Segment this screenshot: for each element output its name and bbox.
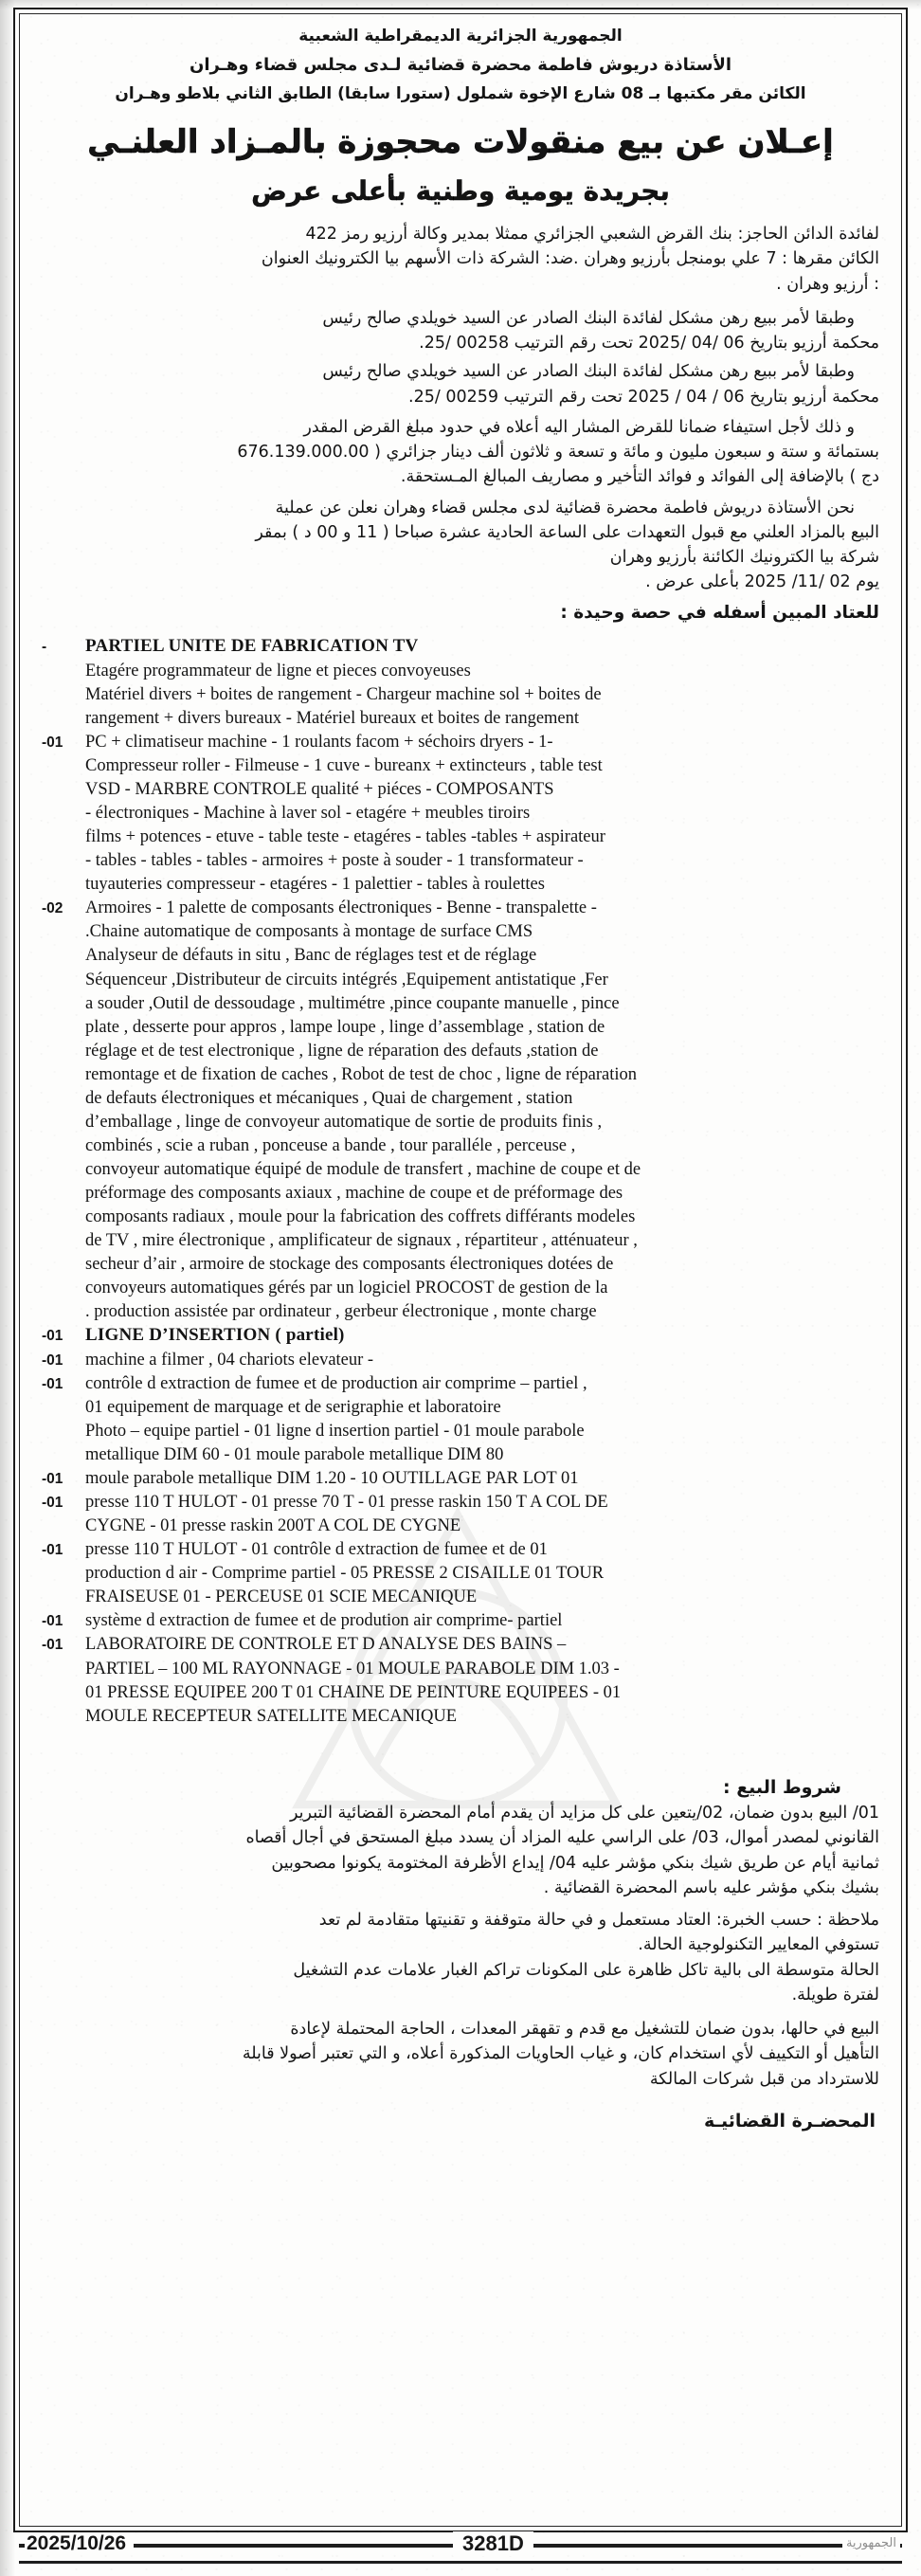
order-1-line-1: وطبقا لأمر ببيع رهن مشكل لفائدة البنك الصادر عن السيد خويلدي صالح رئيس	[322, 308, 855, 328]
inventory-row-text: presse 110 T HULOT - 01 presse 70 T - 01 presse raskin 150 T A COL DE	[85, 1493, 608, 1513]
inventory-row-marker	[42, 1443, 85, 1446]
inventory-row-marker	[42, 873, 85, 876]
inventory-row-text: .Chaine automatique de composants à montage de surface CMS	[85, 922, 533, 942]
inventory-row	[42, 1040, 879, 1062]
inventory-row-text: système d extraction de fumee et de prodution air comprime- partiel	[85, 1611, 563, 1631]
disclaimer-line: التأهيل أو التكييف لأي استخدام كان، و غياب الحاويات المذكورة أعلاه، و التي تعتبر أصولا قابلة	[242, 2044, 879, 2064]
inventory-row-marker	[42, 754, 85, 757]
inventory-row-text: PC + climatiseur machine - 1 roulants facom + séchoirs dryers - 1-	[85, 733, 553, 753]
inventory-row-text: de TV , mire électronique , amplificateur de signaux , répartiteur , atténuateur ,	[85, 1231, 638, 1251]
inventory-row-marker: -01	[42, 1328, 63, 1345]
inventory-row-marker	[42, 1182, 85, 1185]
court-order-1	[42, 306, 879, 356]
newspaper-watermark: الجمهورية	[842, 2536, 900, 2550]
inventory-row-marker	[42, 1562, 85, 1565]
inventory-row	[42, 1609, 879, 1632]
lot-heading: للعتاد المبين أسفله في حصة وحيدة :	[560, 602, 879, 623]
page-title	[42, 119, 879, 210]
inventory-row	[42, 920, 879, 943]
inventory-row	[42, 1349, 879, 1371]
inventory-row-marker	[42, 1396, 85, 1399]
order-2-line-2: محكمة أرزيو بتاريخ 06 / 04 / 2025 تحت رقم الترتيب 00259 /25.	[407, 387, 879, 407]
remark-line: لفترة طويلة.	[791, 1985, 879, 2005]
remark-line: تستوفي المعايير التكنولوجية الحالة.	[638, 1935, 879, 1955]
publication-date: 2025/10/26	[25, 2532, 134, 2555]
inventory-row-marker	[42, 1040, 85, 1043]
page-footer	[19, 2527, 902, 2568]
inventory-row-text: machine a filmer , 04 chariots elevateur -	[85, 1350, 374, 1370]
inventory-row	[42, 1253, 879, 1276]
sale-conditions-block	[42, 1775, 879, 1900]
inventory-row	[42, 1158, 879, 1181]
inventory-row	[42, 1063, 879, 1086]
inventory-row-marker	[42, 969, 85, 971]
inventory-row-marker: -01	[42, 1613, 63, 1630]
inventory-row-text: rangement + divers bureaux - Matériel bureaux et boites de rangement	[85, 709, 580, 729]
inventory-row-marker	[42, 1515, 85, 1517]
title-line-1: إعـلان عن بيع منقولات محجوزة بالمـزاد العلنـي	[87, 122, 834, 161]
inventory-row-text: . production assistée par ordinateur , gerbeur électronique , monte charge	[85, 1302, 597, 1322]
inventory-row-marker	[42, 1134, 85, 1137]
inventory-row	[42, 873, 879, 896]
notice-reference-number: 3281D	[453, 2531, 533, 2556]
inventory-row-text: de defauts électroniques et mécaniques , Quai de chargement , station	[85, 1088, 573, 1108]
disclaimer-line: للاسترداد من قبل شركات المالكة	[649, 2069, 879, 2089]
inventory-row-text: FRAISEUSE 01 - PERCEUSE 01 SCIE MECANIQUE	[85, 1587, 478, 1607]
announcement-block	[42, 496, 879, 626]
inventory-row-text: films + potences - etuve - table teste - etagéres - tables -tables + aspirateur	[85, 827, 605, 847]
inventory-row-marker: -01	[42, 1375, 63, 1392]
inventory-row-marker	[42, 920, 85, 923]
inventory-row-marker	[42, 849, 85, 852]
sale-condition-line: ثمانية أيام عن طريق شيك بنكي مؤشر عليه 04/ إيداع الأظرفة المختومة يكونوا مصحوبين	[271, 1853, 879, 1873]
inventory-row	[42, 1206, 879, 1228]
announcement-line-2: البيع بالمزاد العلني مع قبول التعهدات على الساعة الحادية عشرة صباحا ( 11 و 00 د ) بمقر	[255, 522, 879, 542]
inventory-row	[42, 1633, 879, 1656]
inventory-row-marker	[42, 1158, 85, 1161]
inventory-row-marker: -02	[42, 900, 63, 917]
inventory-row-text: VSD - MARBRE CONTROLE qualité + piéces - COMPOSANTS	[85, 780, 554, 800]
inventory-row-marker: -01	[42, 1542, 63, 1559]
inventory-row-text: LABORATOIRE DE CONTROLE ET D ANALYSE DES BAINS –	[85, 1635, 567, 1655]
republic-line: الجمهورية الجزائرية الديمقراطية الشعبية	[298, 27, 623, 45]
inventory-row-marker	[42, 683, 85, 686]
inventory-row	[42, 683, 879, 706]
footer-rule-thin	[19, 2561, 902, 2564]
inventory-row-text: LIGNE D’INSERTION ( partiel)	[85, 1325, 345, 1346]
inventory-row-text: - tables - tables - tables - armoires + poste à souder - 1 transformateur -	[85, 851, 584, 871]
document-header	[42, 25, 879, 106]
loan-amount-block	[42, 415, 879, 490]
inventory-row-text: - électroniques - Machine à laver sol - etagére + meubles tiroirs	[85, 804, 531, 824]
inventory-row-text: plate , desserte pour appros , lampe loupe , linge d’assemblage , station de	[85, 1017, 605, 1037]
inventory-row-text: PARTIEL UNITE DE FABRICATION TV	[85, 636, 419, 657]
inventory-row-text: tuyauteries compresseur - etagéres - 1 palettier - tables à roulettes	[85, 875, 545, 895]
creditor-line-2: الكائن مقرها : 7 علي بومنجل بأرزيو وهران .ضد: الشركة ذات الأسهم بيا الكترونيك العنوان	[261, 249, 879, 269]
inventory-row-text: préformage des composants axiaux , machine de coupe et de préformage des	[85, 1183, 623, 1203]
creditor-line-3: : أرزيو وهران .	[776, 274, 879, 294]
sale-conditions-title: شروط البيع :	[722, 1776, 841, 1798]
inventory-row-text: PARTIEL – 100 ML RAYONNAGE - 01 MOULE PARABOLE DIM 1.03 -	[85, 1659, 620, 1678]
inventory-row-text: 01 PRESSE EQUIPEE 200 T 01 CHAINE DE PEINTURE EQUIPEES - 01	[85, 1682, 622, 1702]
inventory-row	[42, 1324, 879, 1348]
inventory-row-marker	[42, 1229, 85, 1232]
title-line-2: بجريدة يومية وطنية بأعلى عرض	[251, 174, 670, 207]
parties-block	[42, 222, 879, 297]
inventory-row	[42, 1658, 879, 1680]
inventory-row-text: convoyeur automatique équipé de module de transfert , machine de coupe et de	[85, 1159, 641, 1179]
inventory-row-text: metallique DIM 60 - 01 moule parabole metallique DIM 80	[85, 1445, 504, 1465]
inventory-row	[42, 1016, 879, 1039]
inventory-row	[42, 707, 879, 730]
inventory-row-marker	[42, 1658, 85, 1660]
amount-line-1: و ذلك لأجل استيفاء ضمانا للقرض المشار اليه أعلاه في حدود مبلغ القرض المقدر	[303, 417, 855, 437]
inventory-row	[42, 1300, 879, 1323]
inventory-row-marker: -01	[42, 1351, 63, 1369]
remark-lines	[42, 1908, 879, 2007]
inventory-row	[42, 754, 879, 777]
inventory-row-marker	[42, 1300, 85, 1303]
officer-line: الأستاذة دريوش فاطمة محضرة قضائية لـدى مجلس قضاء وهـران	[189, 55, 732, 76]
inventory-row	[42, 1372, 879, 1395]
inventory-row	[42, 1111, 879, 1134]
inventory-row-text: d’emballage , linge de convoyeur automatique de sortie de produits finis ,	[85, 1112, 603, 1132]
inventory-row-marker	[42, 707, 85, 710]
inventory-row	[42, 802, 879, 825]
inventory-row	[42, 1134, 879, 1157]
inventory-row-text: secheur d’air , armoire de stockage des composants électroniques dotées de	[85, 1255, 614, 1275]
inventory-row-marker: -01	[42, 735, 63, 752]
inventory-row-text: Analyseur de défauts in situ , Banc de réglages test et de réglage	[85, 946, 537, 966]
inventory-row-marker	[42, 825, 85, 828]
inventory-row-marker	[42, 1111, 85, 1114]
signature-line: المحضـرة القضائيـة	[703, 2110, 876, 2132]
inventory-row-marker	[42, 992, 85, 995]
inventory-row	[42, 660, 879, 682]
remark-block	[42, 1908, 879, 2007]
sale-condition-line: القانوني لمصدر أموال، 03/ على الراسي عليه المزاد أن يسدد مبلغ المستحق في أجال أقصاه	[245, 1828, 879, 1848]
court-order-2	[42, 359, 879, 409]
inventory-row	[42, 1586, 879, 1608]
remark-line: ملاحظة : حسب الخبرة: العتاد مستعمل و في حالة متوقفة و تقنيتها متقادمة لم تعد	[318, 1911, 879, 1931]
inventory-row	[42, 1467, 879, 1490]
inventory-row-marker	[42, 944, 85, 947]
announcement-date-line: يوم 02 /11/ 2025 بأعلى عرض .	[645, 572, 879, 592]
inventory-row-text: presse 110 T HULOT - 01 contrôle d extraction de fumee et de 01	[85, 1540, 548, 1560]
inventory-row-text: Armoires - 1 palette de composants électroniques - Benne - transpalette -	[85, 898, 597, 918]
creditor-line-1: لفائدة الدائن الحاجز: بنك القرض الشعبي الجزائري ممثلا بمدير وكالة أرزيو رمز 422	[305, 225, 879, 245]
disclaimer-lines	[42, 2017, 879, 2092]
inventory-row-marker	[42, 1087, 85, 1090]
inventory-row-marker	[42, 660, 85, 662]
inventory-row	[42, 1182, 879, 1205]
inventory-row	[42, 1396, 879, 1419]
disclaimer-block	[42, 2017, 879, 2092]
inventory-row-text: moule parabole metallique DIM 1.20 - 10 OUTILLAGE PAR LOT 01	[85, 1469, 579, 1489]
inventory-row	[42, 1491, 879, 1514]
amount-line-3: دج ) بالإضافة إلى الفوائد و فوائد التأخير و مصاريف المبالغ المـستحقة.	[400, 467, 879, 487]
inventory-row-text: composants radiaux , moule pour la fabrication des coffrets différants modeles	[85, 1207, 636, 1226]
inventory-row-marker	[42, 1206, 85, 1208]
equipment-inventory-list	[42, 635, 879, 1727]
inventory-row-marker	[42, 778, 85, 781]
inventory-row-marker: -	[42, 639, 47, 656]
sale-condition-line: بشيك بنكي مؤشر عليه باسم المحضرة القضائية .	[543, 1878, 879, 1897]
inventory-row	[42, 635, 879, 659]
inventory-row	[42, 992, 879, 1015]
inventory-row	[42, 1538, 879, 1561]
inventory-row-marker	[42, 1681, 85, 1684]
inventory-row-text: Compresseur roller - Filmeuse - 1 cuve - bureanx + extincteurs , table test	[85, 756, 603, 776]
inventory-row-text: 01 equipement de marquage et de serigraphie et laboratoire	[85, 1398, 501, 1418]
announcement-line-3: شركة بيا الكترونيك الكائنة بأرزيو وهران	[609, 548, 879, 568]
office-address-line: الكائن مقر مكتبها بـ 08 شارع الإخوة شملول (ستورا سابقا) الطابق الثاني بلاطو وهـران	[115, 84, 806, 104]
amount-line-2: بستمائة و ستة و سبعون مليون و مائة و تسعة و ثلاثون ألف دينار جزائري ( 676.139.000.00	[237, 443, 879, 463]
inventory-row-marker	[42, 1016, 85, 1019]
inventory-row	[42, 1705, 879, 1728]
sale-conditions-lines	[42, 1801, 879, 1900]
order-1-line-2: محكمة أرزيو بتاريخ 06 /04 /2025 تحت رقم الترتيب 00258 /25.	[419, 334, 879, 354]
inventory-row-text: Matériel divers + boites de rangement - Chargeur machine sol + boites de	[85, 684, 602, 704]
inventory-row-marker	[42, 1253, 85, 1256]
inventory-row	[42, 1229, 879, 1252]
inventory-row-text: MOULE RECEPTEUR SATELLITE MECANIQUE	[85, 1706, 458, 1726]
inventory-row	[42, 778, 879, 801]
inventory-row-text: convoyeurs automatiques gérés par un logiciel PROCOST de gestion de la	[85, 1279, 608, 1298]
inventory-row	[42, 944, 879, 967]
inventory-row-text: production d air - Comprime partiel - 05 PRESSE 2 CISAILLE 01 TOUR	[85, 1564, 605, 1584]
inventory-row	[42, 1277, 879, 1299]
inventory-row-text: réglage et de test electronique , ligne de réparation des defauts ,station de	[85, 1041, 599, 1061]
inventory-row-text: a souder ,Outil de dessoudage , multimétre ,pince coupante manuelle , pince	[85, 993, 620, 1013]
announcement-line-1: نحن الأستاذة دريوش فاطمة محضرة قضائية لدى مجلس قضاء وهران نعلن عن عملية	[275, 498, 855, 517]
inventory-row	[42, 1562, 879, 1585]
inventory-row-marker	[42, 1063, 85, 1066]
sale-condition-line: 01/ البيع بدون ضمان، 02/يتعين على كل مزايد أن يقدم أمام المحضرة القضائية التبرير	[290, 1804, 879, 1823]
inventory-row	[42, 1515, 879, 1537]
inventory-row-marker: -01	[42, 1637, 63, 1654]
inventory-row	[42, 1443, 879, 1466]
inventory-row-marker: -01	[42, 1495, 63, 1512]
inventory-row	[42, 849, 879, 872]
inventory-row	[42, 897, 879, 919]
inventory-row-text: CYGNE - 01 presse raskin 200T A COL DE CYGNE	[85, 1516, 461, 1536]
disclaimer-line: البيع في حالها، بدون ضمان للتشغيل مع قدم و تقهقر المعدات ، الحاجة المحتملة لإعادة	[290, 2020, 879, 2040]
inventory-row-text: Etagére programmateur de ligne et pieces convoyeuses	[85, 661, 471, 680]
remark-line: الحالة متوسطة الى بالية تاكل ظاهرة على المكونات تراكم الغبار علامات عدم التشغيل	[293, 1960, 879, 1980]
inventory-row	[42, 1087, 879, 1110]
order-2-line-1: وطبقا لأمر ببيع رهن مشكل لفائدة البنك الصادر عن السيد خويلدي صالح رئيس	[322, 362, 855, 382]
notice-content	[28, 17, 893, 2523]
inventory-row-text: Séquenceur ,Distributeur de circuits intégrés ,Equipement antistatique ,Fer	[85, 970, 608, 989]
inventory-row-marker	[42, 802, 85, 805]
inventory-row-marker	[42, 1277, 85, 1279]
inventory-row-marker: -01	[42, 1471, 63, 1488]
inventory-row	[42, 1681, 879, 1704]
inventory-row-marker	[42, 1586, 85, 1588]
inventory-row-marker	[42, 1705, 85, 1708]
inventory-row-text: contrôle d extraction de fumee et de production air comprime – partiel ,	[85, 1373, 587, 1393]
inventory-row	[42, 825, 879, 848]
inventory-row	[42, 1420, 879, 1442]
inventory-row-text: combinés , scie a ruban , ponceuse a bande , tour paralléle , perceuse ,	[85, 1135, 576, 1155]
inventory-row	[42, 731, 879, 753]
inventory-row-text: Photo – equipe partiel - 01 ligne d insertion partiel - 01 moule parabole	[85, 1422, 585, 1442]
inventory-row-text: remontage et de fixation de caches , Robot de test de choc , ligne de réparation	[85, 1064, 638, 1084]
inventory-row-marker	[42, 1420, 85, 1423]
inventory-row	[42, 969, 879, 991]
